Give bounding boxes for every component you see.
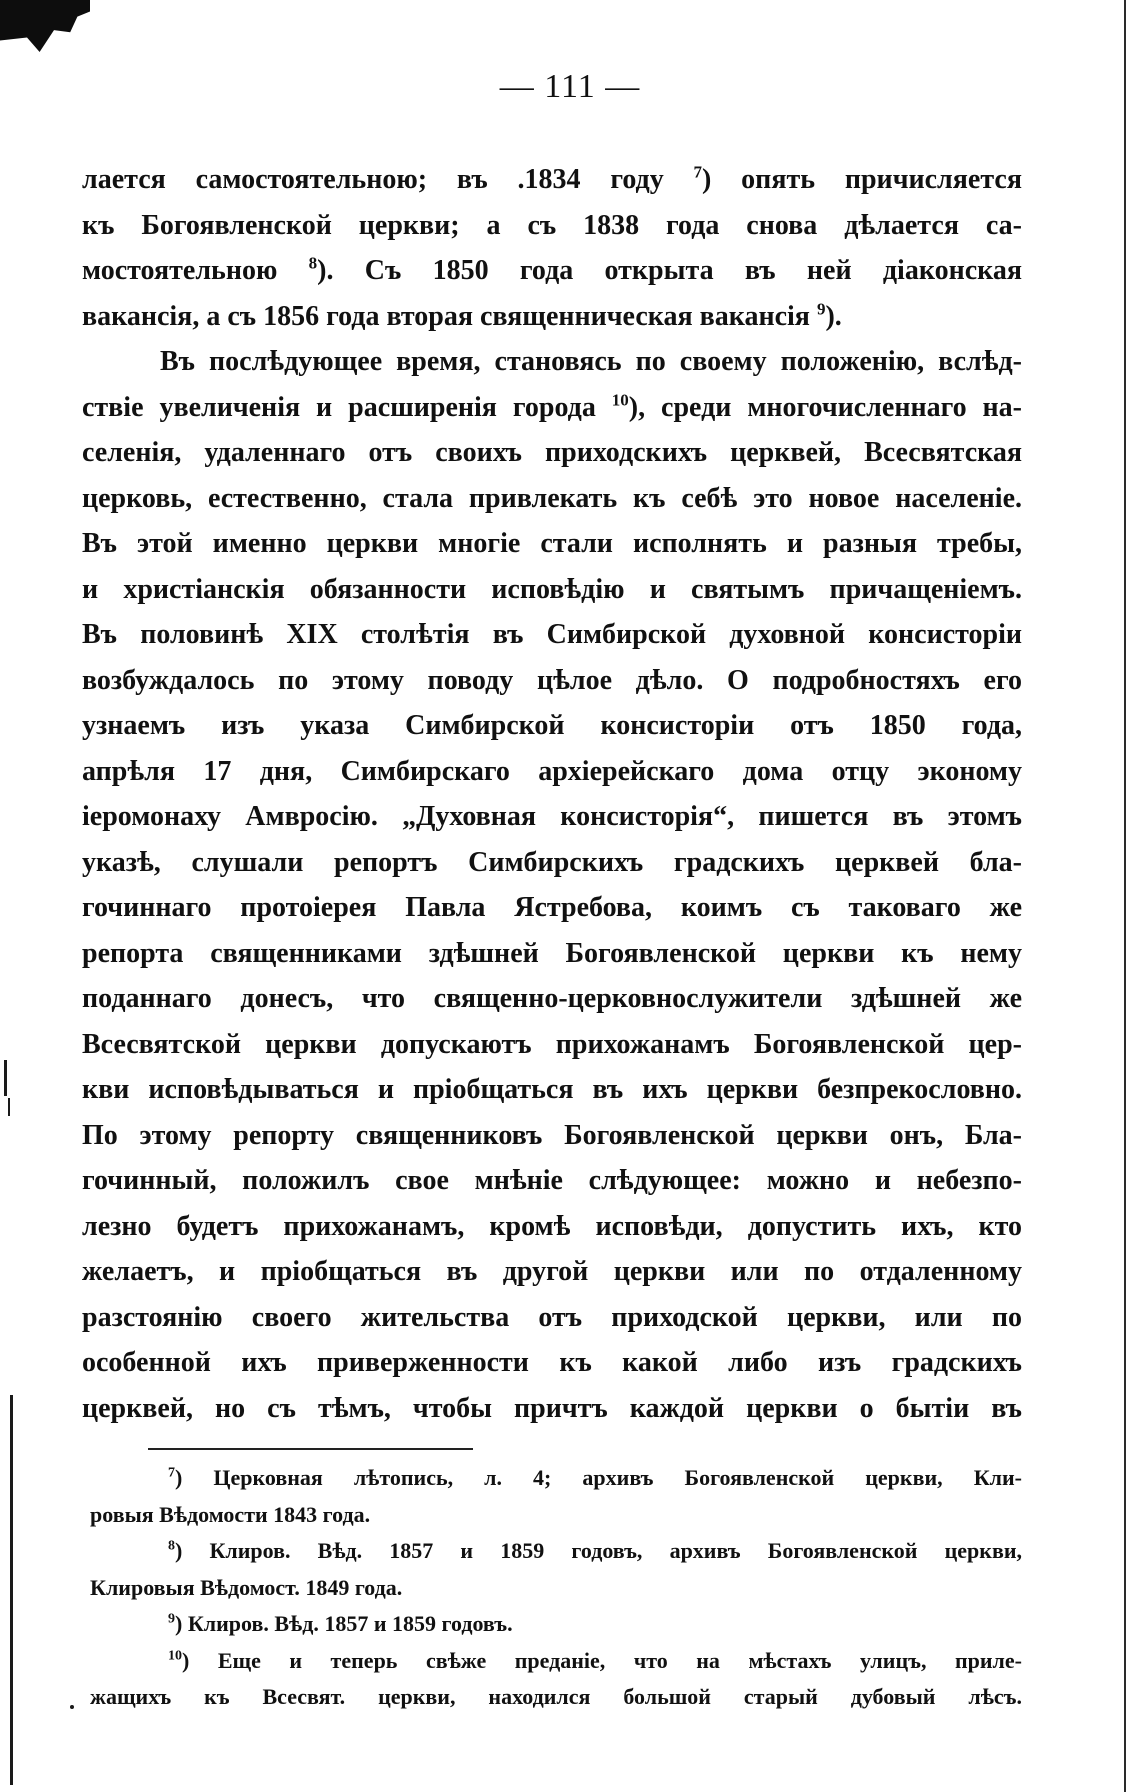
scan-edge-right <box>1124 0 1126 1792</box>
text-line: гочинный, положилъ свое мнѣніе слѣдующее: можно и небезпо- <box>82 1165 1022 1196</box>
text-line: репорта священниками здѣшней Богоявленской церкви къ нему <box>82 937 1022 969</box>
text-line: Въ половинѣ XIX столѣтія въ Симбирской духовной консисторіи <box>82 619 1022 650</box>
text-line: лезно будетъ прихожанамъ, кромѣ исповѣди, допустить ихъ, кто <box>82 1210 1022 1242</box>
text-line: особенной ихъ приверженности къ какой либо изъ градскихъ <box>82 1347 1022 1378</box>
text-line: указѣ, слушали репортъ Симбирскихъ градскихъ церквей бла- <box>82 846 1022 878</box>
footnotes <box>90 1460 1022 1716</box>
text-line: узнаемъ изъ указа Симбирской консисторіи отъ 1850 года, <box>82 710 1022 741</box>
text-line: іеромонаху Амвросію. „Духовная консисторія“, пишется въ этомъ <box>82 801 1022 832</box>
text-line: мостоятельною $^8$). Съ 1850 года открыта въ ней діаконская <box>82 253 1022 286</box>
text-line: и христіанскія обязанности исповѣдію и святымъ причащеніемъ. <box>82 573 1022 605</box>
footnote-line: $^7$) Церковная лѣтопись, л. 4; архивъ Богоявленской церкви, Кли- <box>168 1465 1022 1490</box>
text-line: кви исповѣдываться и пріобщаться въ ихъ церкви безпрекословно. <box>82 1074 1022 1105</box>
text-line: Всесвятской церкви допускаютъ прихожанамъ Богоявленской цер- <box>82 1028 1022 1060</box>
text-line: разстоянію своего жительства отъ приходской церкви, или по <box>82 1301 1022 1333</box>
text-line: желаетъ, и пріобщаться въ другой церкви или по отдаленному <box>82 1256 1022 1287</box>
page-number: — 111 — <box>499 68 641 105</box>
footnote-line: ровыя Вѣдомости 1843 года. <box>90 1501 371 1527</box>
scan-ink-blot <box>0 0 90 52</box>
text-line: поданнаго донесъ, что священно-церковнослужители здѣшней же <box>82 983 1022 1014</box>
text-line: вакансія, а съ 1856 года вторая священническая вакансія $^9$). <box>82 299 842 332</box>
scan-mark <box>8 1098 10 1116</box>
footnote-line: жащихъ къ Всесвят. церкви, находился большой старый дубовый лѣсъ. <box>90 1684 1022 1709</box>
footnote-line: $^8$) Клиров. Вѣд. 1857 и 1859 годовъ, архивъ Богоявленской церкви, <box>168 1538 1022 1563</box>
text-line: церковь, естественно, стала привлекать къ себѣ это новое населеніе. <box>82 482 1022 514</box>
text-line: Въ послѣдующее время, становясь по своему положенію, вслѣд- <box>160 346 1022 377</box>
text-line: Въ этой именно церкви многіе стали исполнять и разныя требы, <box>82 528 1022 559</box>
footnote-divider <box>148 1448 473 1450</box>
text-line: возбуждалось по этому поводу цѣлое дѣло. О подробностяхъ его <box>82 664 1022 696</box>
scan-edge-left <box>10 1395 13 1785</box>
text-line: къ Богоявленской церкви; а съ 1838 года снова дѣлается са- <box>82 209 1022 241</box>
footnote-line: $^{10}$) Еще и теперь свѣже преданіе, что на мѣстахъ улицъ, приле- <box>168 1647 1022 1673</box>
scan-mark <box>4 1060 7 1096</box>
body-text <box>82 157 1022 1431</box>
text-line: селенія, удаленнаго отъ своихъ приходскихъ церквей, Всесвятская <box>82 437 1022 468</box>
text-line: апрѣля 17 дня, Симбирскаго архіерейскаго дома отцу эконому <box>82 755 1022 787</box>
text-line: лается самостоятельною; въ .1834 году $^7$) опять причисляется <box>82 162 1022 195</box>
text-line: ствіе увеличенія и расширенія города $^{10}$), среди многочисленнаго на- <box>82 390 1022 423</box>
text-line: гочиннаго протоіерея Павла Ястребова, коимъ съ таковаго же <box>82 892 1022 923</box>
scan-mark <box>70 1705 74 1709</box>
text-line: церквей, но съ тѣмъ, чтобы причтъ каждой церкви о бытіи въ <box>82 1392 1022 1424</box>
footnote-line: $^9$) Клиров. Вѣд. 1857 и 1859 годовъ. <box>168 1611 513 1636</box>
footnote-line: Клировыя Вѣдомост. 1849 года. <box>90 1574 403 1600</box>
text-line: По этому репорту священниковъ Богоявленской церкви онъ, Бла- <box>82 1119 1022 1151</box>
